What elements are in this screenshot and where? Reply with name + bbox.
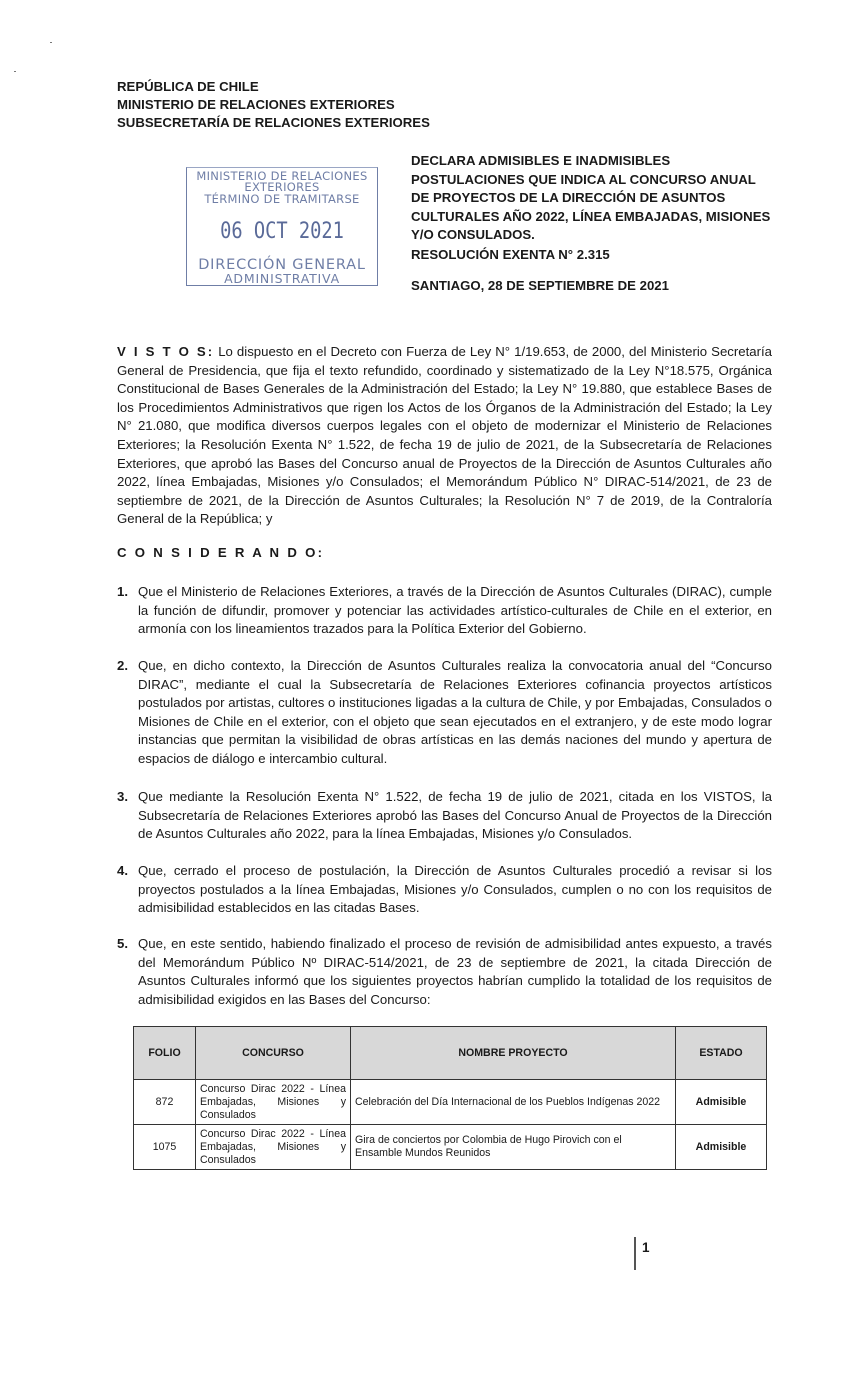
cell-proyecto: Gira de conciertos por Colombia de Hugo Pirovich con el Ensamble Mundos Reunidos xyxy=(351,1125,676,1170)
cell-folio: 872 xyxy=(134,1080,196,1125)
cell-estado: Admisible xyxy=(676,1080,767,1125)
admissible-projects-table xyxy=(133,1026,767,1170)
page-number-bar xyxy=(634,1237,636,1270)
stamp-line-6: ADMINISTRATIVA xyxy=(224,271,340,286)
item-number: 2. xyxy=(117,658,128,673)
considerando-item xyxy=(117,935,772,1009)
considerando-heading: C O N S I D E R A N D O: xyxy=(117,545,325,560)
item-text: Que, en dicho contexto, la Dirección de Asuntos Culturales realiza la convocatoria anual del “Concurso DIRAC”, mediante el cual la Subsecretaría de Relaciones Exteriores cofinancia proyectos artísticos postulados por artistas, cultores o instituciones ligadas a la cultura de Chile, y por Embajadas, Consulados o Misiones de Chile en el exterior, con el objeto que sean ejecutados en el extranjero, y de este modo lograr instancias que permitan la visibilidad de obras artísticas en las demás naciones del mundo y apertura de espacios de diálogo e intercambio cultural. xyxy=(138,658,772,766)
vistos-paragraph xyxy=(117,343,772,529)
header-nombre-proyecto: NOMBRE PROYECTO xyxy=(351,1027,676,1080)
table-row xyxy=(134,1080,767,1125)
item-number: 1. xyxy=(117,584,128,599)
item-text: Que, en este sentido, habiendo finalizado el proceso de revisión de admisibilidad antes expuesto, a través del Memorándum Público Nº DIRAC-514/2021, de 23 de septiembre de 2021, la citada Dirección de Asuntos Culturales informó que los siguientes proyectos habrían cumplido la totalidad de los requisitos de admisibilidad exigidos en las Bases del Concurso: xyxy=(138,936,772,1007)
considerando-item xyxy=(117,862,772,918)
cell-concurso: Concurso Dirac 2022 - Línea Embajadas, Misiones y Consulados xyxy=(196,1080,351,1125)
stamp-line-2: EXTERIORES xyxy=(244,180,320,194)
considerando-item xyxy=(117,657,772,769)
considerando-item xyxy=(117,788,772,844)
table-row xyxy=(134,1125,767,1170)
vistos-text: Lo dispuesto en el Decreto con Fuerza de Ley N° 1/19.653, de 2000, del Ministerio Secretaría General de Presidencia, que fija el texto refundido, coordinado y sistematizado de la Ley N°18.575, Orgánica Constitucional de Bases Generales de la Administración del Estado; la Ley N° 19.880, que establece Bases de los Procedimientos Administrativos que rigen los Actos de los Órganos de la Administración del Estado; la Ley N° 21.080, que modifica diversos cuerpos legales con el objeto de modernizar el Ministerio de Relaciones Exteriores; la Resolución Exenta N° 1.522, de fecha 19 de julio de 2021, de la Subsecretaría de Relaciones Exteriores, que aprobó las Bases del Concurso anual de Proyectos de la Dirección de Asuntos Culturales año 2022, línea Embajadas, Misiones y/o Consulados; el Memorándum Público N° DIRAC-514/2021, de 23 de septiembre de 2021, de la Dirección de Asuntos Culturales; la Resolución N° 7 de 2019, de la Contraloría General de la República; y xyxy=(117,344,772,527)
reception-stamp xyxy=(186,167,378,286)
header-concurso: CONCURSO xyxy=(196,1027,351,1080)
item-text: Que el Ministerio de Relaciones Exteriores, a través de la Dirección de Asuntos Culturales (DIRAC), cumple la función de difundir, promover y potenciar las actividades artístico-culturales de Chile en el exterior, en armonía con los lineamientos trazados para la Política Exterior del Gobierno. xyxy=(138,584,772,637)
item-text: Que mediante la Resolución Exenta N° 1.522, de fecha 19 de julio de 2021, citada en los VISTOS, la Subsecretaría de Relaciones Exteriores aprobó las Bases del Concurso Anual de Proyectos de la Dirección de Asuntos Culturales año 2022, para la línea Embajadas, Misiones y/o Consulados. xyxy=(138,789,772,842)
table-header-row xyxy=(134,1027,767,1080)
cell-proyecto: Celebración del Día Internacional de los Pueblos Indígenas 2022 xyxy=(351,1080,676,1125)
item-text: Que, cerrado el proceso de postulación, la Dirección de Asuntos Culturales procedió a revisar si los proyectos postulados a la línea Embajadas, Misiones y/o Consulados, cumplen o no con los requisitos de admisibilidad establecidos en las citadas Bases. xyxy=(138,863,772,916)
item-number: 3. xyxy=(117,789,128,804)
vistos-label: V I S T O S: xyxy=(117,344,215,359)
cell-folio: 1075 xyxy=(134,1125,196,1170)
header-ministry: MINISTERIO DE RELACIONES EXTERIORES xyxy=(117,97,395,112)
considerando-item xyxy=(117,583,772,639)
stamp-line-5: DIRECCIÓN GENERAL xyxy=(198,257,366,273)
header-country: REPÚBLICA DE CHILE xyxy=(117,79,259,94)
header-subsecretaria: SUBSECRETARÍA DE RELACIONES EXTERIORES xyxy=(117,115,430,130)
item-number: 4. xyxy=(117,863,128,878)
scan-speck xyxy=(14,71,16,72)
page-number: 1 xyxy=(642,1240,650,1255)
place-and-date: SANTIAGO, 28 DE SEPTIEMBRE DE 2021 xyxy=(411,278,669,293)
document-title: DECLARA ADMISIBLES E INADMISIBLES POSTULACIONES QUE INDICA AL CONCURSO ANUAL DE PROYECTOS DE LA DIRECCIÓN DE ASUNTOS CULTURALES AÑO 2022, LÍNEA EMBAJADAS, MISIONES Y/O CONSULADOS. xyxy=(411,153,771,243)
item-number: 5. xyxy=(117,936,128,951)
stamp-line-3: TÉRMINO DE TRAMITARSE xyxy=(204,192,360,206)
stamp-line-1: MINISTERIO DE RELACIONES xyxy=(196,169,368,183)
header-estado: ESTADO xyxy=(676,1027,767,1080)
header-folio: FOLIO xyxy=(134,1027,196,1080)
issuer-header xyxy=(117,78,430,132)
resolution-number: RESOLUCIÓN EXENTA N° 2.315 xyxy=(411,247,610,262)
cell-estado: Admisible xyxy=(676,1125,767,1170)
scan-speck xyxy=(50,42,52,43)
stamp-date: 06 OCT 2021 xyxy=(220,219,344,244)
cell-concurso: Concurso Dirac 2022 - Línea Embajadas, Misiones y Consulados xyxy=(196,1125,351,1170)
